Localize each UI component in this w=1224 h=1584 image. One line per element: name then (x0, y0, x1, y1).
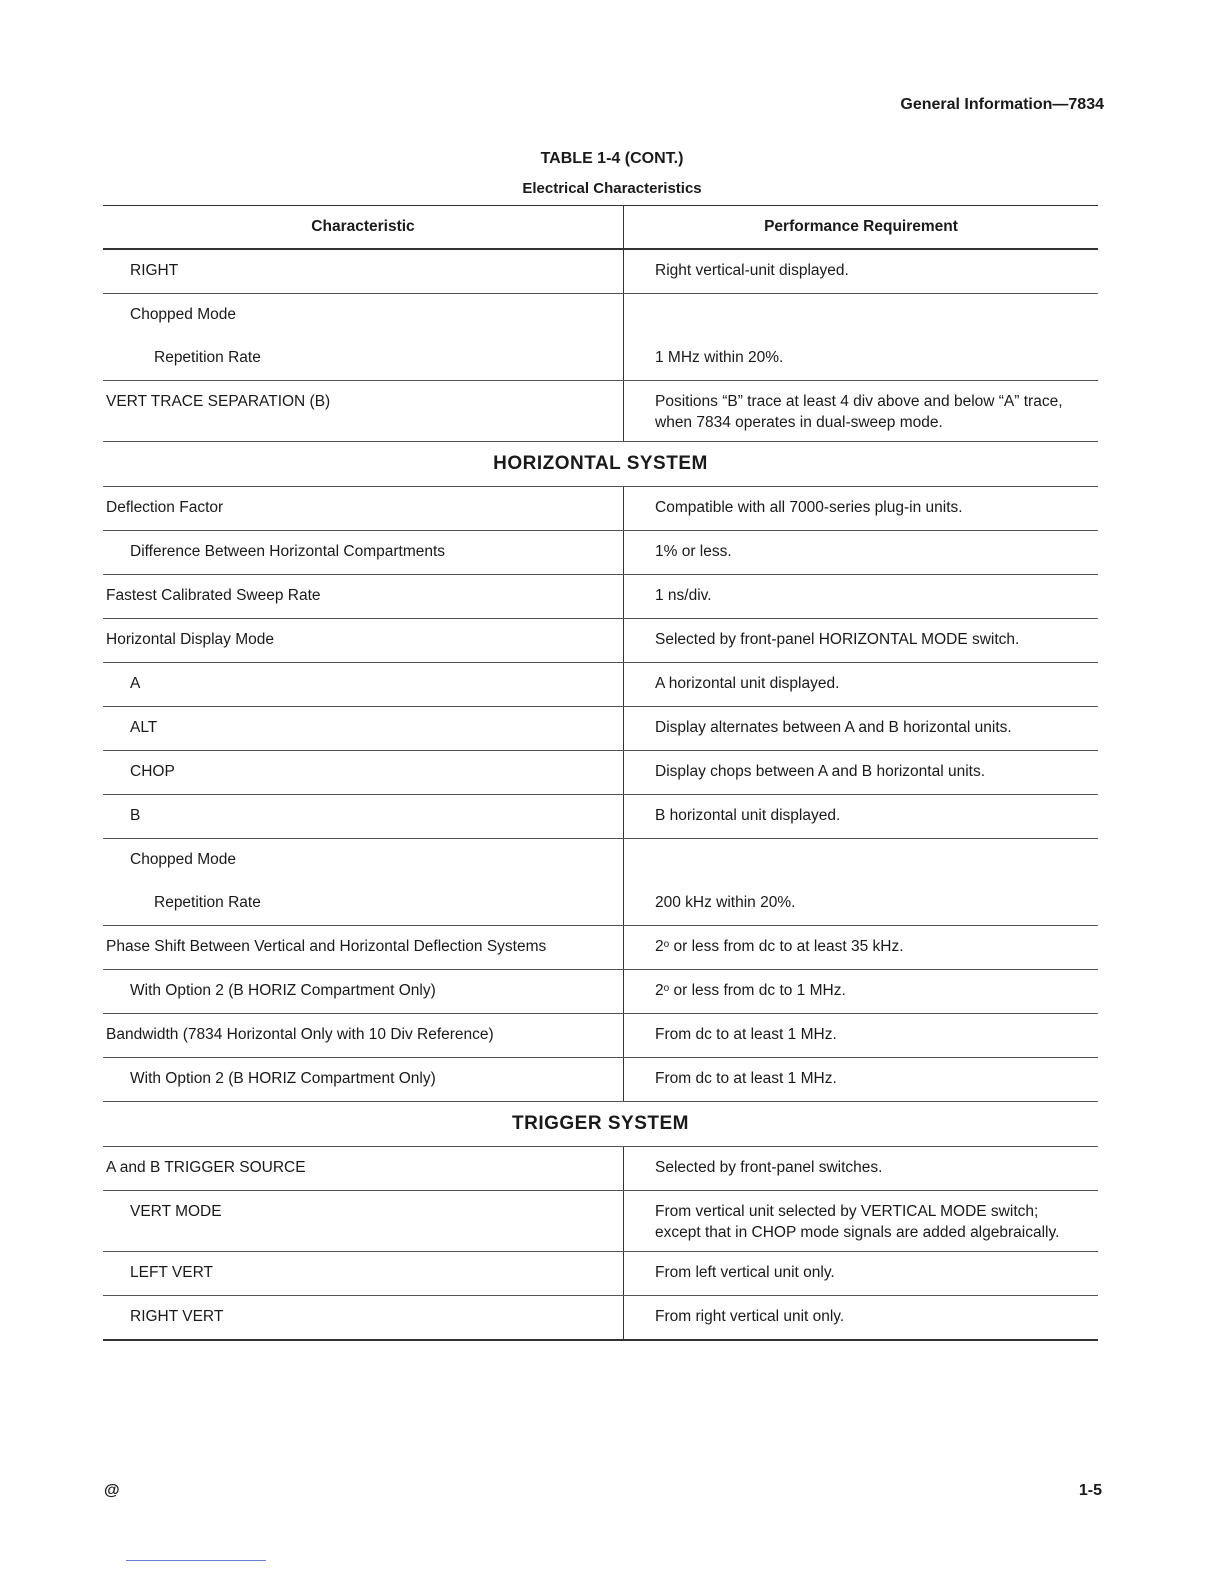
characteristic-cell: Bandwidth (7834 Horizontal Only with 10 Div Reference) (106, 1026, 494, 1043)
characteristic-cell: Repetition Rate (154, 349, 261, 366)
characteristic-cell: A (130, 675, 141, 692)
characteristic-cell: A and B TRIGGER SOURCE (106, 1159, 306, 1176)
performance-cell: Selected by front-panel HORIZONTAL MODE switch. (623, 619, 1098, 662)
table-row (103, 381, 1098, 442)
characteristic-cell: Deflection Factor (106, 499, 224, 516)
performance-cell: From dc to at least 1 MHz. (623, 1014, 1098, 1057)
characteristic-cell: CHOP (130, 763, 175, 780)
performance-cell: 1 MHz within 20%. (623, 337, 1098, 380)
table-row (103, 1058, 1098, 1102)
performance-cell: 1% or less. (623, 531, 1098, 574)
performance-cell: A horizontal unit displayed. (623, 663, 1098, 706)
running-header: General Information—7834 (900, 96, 1104, 113)
characteristic-cell: Phase Shift Between Vertical and Horizontal Deflection Systems (106, 938, 547, 955)
table-row (103, 663, 1098, 707)
section-heading-horizontal: HORIZONTAL SYSTEM (103, 442, 1098, 487)
table-row (103, 487, 1098, 531)
table-row (103, 250, 1098, 294)
degree-symbol: o (663, 939, 670, 950)
performance-cell (623, 839, 1098, 882)
performance-cell: Display chops between A and B horizontal units. (623, 751, 1098, 794)
table-row (103, 839, 1098, 882)
performance-cell: B horizontal unit displayed. (623, 795, 1098, 838)
performance-cell: 200 kHz within 20%. (623, 882, 1098, 925)
characteristics-table (103, 205, 1098, 1341)
table-title: TABLE 1-4 (CONT.) (540, 150, 684, 167)
table-row (103, 926, 1098, 970)
table-row (103, 1296, 1098, 1341)
table-row (103, 882, 1098, 926)
characteristic-cell: B (130, 807, 141, 824)
table-row (103, 531, 1098, 575)
table-row (103, 619, 1098, 663)
performance-text: or less from dc to at least 35 kHz. (673, 938, 904, 955)
table-row (103, 1191, 1098, 1252)
footer-mark: @ (104, 1482, 120, 1499)
degree-value: 2 (655, 938, 664, 955)
table-row (103, 751, 1098, 795)
performance-cell: Selected by front-panel switches. (623, 1147, 1098, 1190)
column-header-performance: Performance Requirement (623, 206, 1098, 248)
characteristic-cell: Chopped Mode (130, 851, 236, 868)
performance-cell: Display alternates between A and B horizontal units. (623, 707, 1098, 750)
table-row (103, 970, 1098, 1014)
table-row (103, 795, 1098, 839)
section-heading-trigger: TRIGGER SYSTEM (103, 1102, 1098, 1147)
performance-cell: Right vertical-unit displayed. (623, 250, 1098, 293)
characteristic-cell: LEFT VERT (130, 1264, 213, 1281)
characteristic-cell: VERT TRACE SEPARATION (B) (106, 393, 331, 410)
characteristic-cell: Horizontal Display Mode (106, 631, 274, 648)
page-number: 1-5 (1078, 1482, 1102, 1499)
characteristic-cell: Chopped Mode (130, 306, 236, 323)
table-row (103, 575, 1098, 619)
column-header-characteristic: Characteristic (311, 218, 415, 235)
characteristic-cell: ALT (130, 719, 158, 736)
characteristic-cell: VERT MODE (130, 1203, 222, 1220)
performance-cell: From left vertical unit only. (623, 1252, 1098, 1295)
performance-cell: Positions “B” trace at least 4 div above and below “A” trace, when 7834 operates in dual-sweep mode. (623, 381, 1098, 441)
performance-cell (623, 294, 1098, 337)
characteristic-cell: RIGHT (130, 262, 179, 279)
performance-cell (623, 970, 1098, 1013)
table-row (103, 1252, 1098, 1296)
characteristic-cell: With Option 2 (B HORIZ Compartment Only) (130, 1070, 436, 1087)
table-header-row (103, 205, 1098, 250)
table-row (103, 707, 1098, 751)
degree-symbol: o (663, 983, 670, 994)
table-row (103, 294, 1098, 337)
characteristic-cell: With Option 2 (B HORIZ Compartment Only) (130, 982, 436, 999)
scan-artifact-line (126, 1560, 266, 1561)
characteristic-cell: RIGHT VERT (130, 1308, 224, 1325)
performance-text: or less from dc to 1 MHz. (673, 982, 846, 999)
degree-value: 2 (655, 982, 664, 999)
characteristic-cell: Difference Between Horizontal Compartments (130, 543, 446, 560)
performance-cell (623, 926, 1098, 969)
performance-cell: From vertical unit selected by VERTICAL MODE switch; except that in CHOP mode signals are added algebraically. (623, 1191, 1098, 1251)
characteristic-cell: Fastest Calibrated Sweep Rate (106, 587, 321, 604)
performance-cell: From right vertical unit only. (623, 1296, 1098, 1339)
table-row (103, 1147, 1098, 1191)
performance-cell: 1 ns/div. (623, 575, 1098, 618)
table-row (103, 337, 1098, 381)
performance-cell: Compatible with all 7000-series plug-in units. (623, 487, 1098, 530)
table-subtitle: Electrical Characteristics (522, 180, 702, 197)
characteristic-cell: Repetition Rate (154, 894, 261, 911)
table-row (103, 1014, 1098, 1058)
performance-cell: From dc to at least 1 MHz. (623, 1058, 1098, 1101)
